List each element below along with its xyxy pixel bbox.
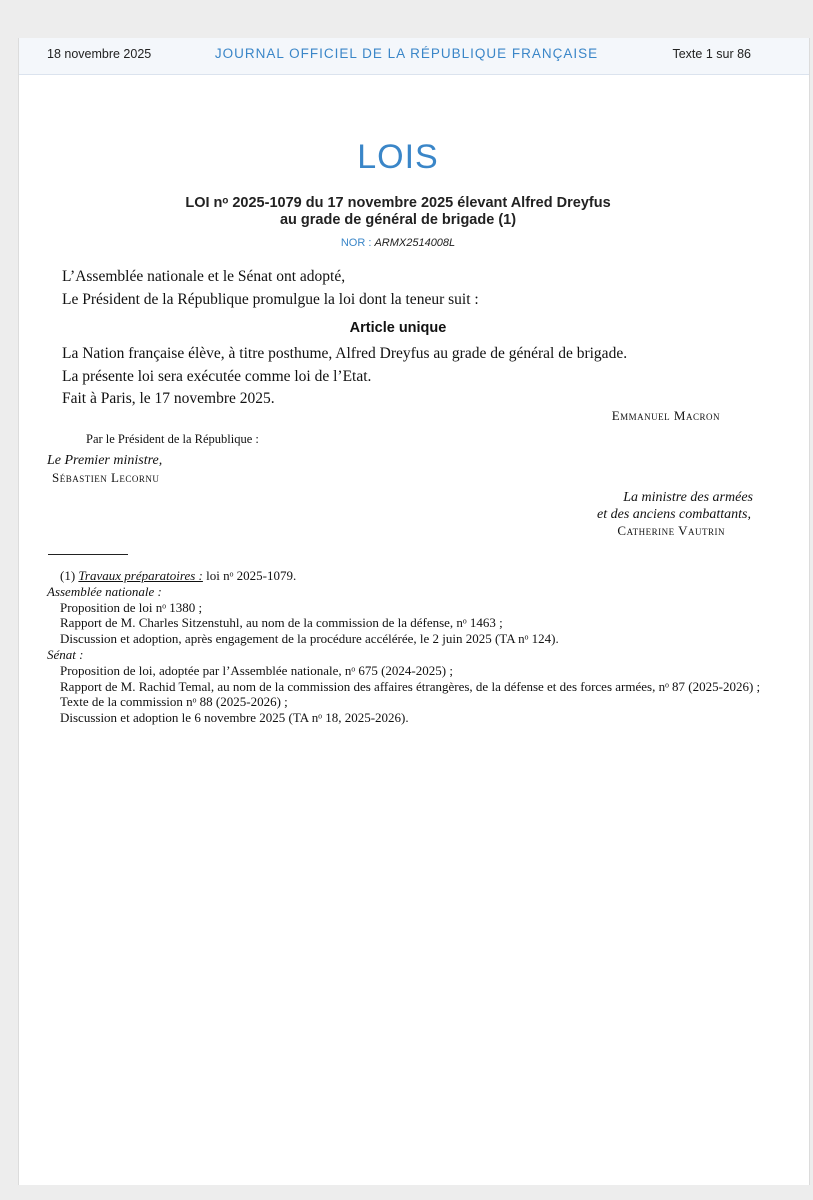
prime-minister-title: Le Premier ministre,: [47, 453, 163, 468]
minister-title-1: La ministre des armées: [623, 490, 753, 505]
nor-label: NOR :: [340, 237, 372, 249]
nor-code: ARMX2514008L: [374, 237, 456, 249]
minister-name: Catherine Vautrin: [617, 523, 725, 538]
nor-reference: [0, 237, 796, 249]
footnote-number: (1): [60, 568, 76, 583]
senat-item-4: Discussion et adoption le 6 novembre 2025 (TA nᵒ 18, 2025-2026).: [60, 710, 409, 726]
footnote-text: loi nᵒ 2025-1079.: [206, 568, 297, 583]
signing-place-date: Fait à Paris, le 17 novembre 2025.: [62, 390, 275, 407]
prime-minister-name: Sébastien Lecornu: [52, 470, 160, 485]
senat-item-2: Rapport de M. Rachid Temal, au nom de la commission des affaires étrangères, de la défense et des forces armées, nᵒ 87 (2025-2026) ;: [60, 678, 761, 694]
section-title: LOIS: [357, 138, 439, 176]
law-title: [0, 195, 796, 229]
senat-item-1: Proposition de loi, adoptée par l’Assemblée nationale, nᵒ 675 (2024-2025) ;: [60, 662, 453, 678]
intro-line-2: Le Président de la République promulgue la loi dont la teneur suit :: [62, 291, 479, 308]
footnote-divider: [48, 554, 128, 555]
header-date: 18 novembre 2025: [47, 47, 152, 61]
assemblee-item-2: Rapport de M. Charles Sitzenstuhl, au nom de la commission de la défense, nᵒ 1463 ;: [60, 615, 503, 631]
senat-item-3: Texte de la commission nᵒ 88 (2025-2026) ;: [60, 694, 288, 710]
footnote-1: [47, 568, 762, 584]
senat-label: Sénat :: [47, 646, 84, 662]
by-the-president: Par le Président de la République :: [86, 432, 259, 446]
minister-title-2: et des anciens combattants,: [597, 507, 751, 522]
journal-title: JOURNAL OFFICIEL DE LA RÉPUBLIQUE FRANÇAISE: [214, 46, 599, 61]
assemblee-item-1: Proposition de loi nᵒ 1380 ;: [60, 599, 203, 615]
assemblee-label: Assemblée nationale :: [47, 583, 162, 599]
text-counter: Texte 1 sur 86: [672, 47, 751, 61]
assemblee-item-3: Discussion et adoption, après engagement de la procédure accélérée, le 2 juin 2025 (TA nᵒ 124).: [60, 631, 559, 647]
article-paragraph-2: La présente loi sera exécutée comme loi de l’Etat.: [62, 368, 372, 385]
footnote-label: Travaux préparatoires :: [78, 568, 203, 583]
footnotes: [47, 568, 762, 726]
article-title: Article unique: [349, 320, 447, 336]
law-title-line-1: LOI nᵒ 2025-1079 du 17 novembre 2025 élevant Alfred Dreyfus: [185, 195, 611, 211]
law-title-line-2: au grade de général de brigade (1): [279, 212, 517, 228]
intro-line-1: L’Assemblée nationale et le Sénat ont adopté,: [62, 268, 346, 285]
president-signature: Emmanuel Macron: [611, 408, 720, 423]
article-paragraph-1: La Nation française élève, à titre posthume, Alfred Dreyfus au grade de général de brigade.: [62, 345, 628, 362]
